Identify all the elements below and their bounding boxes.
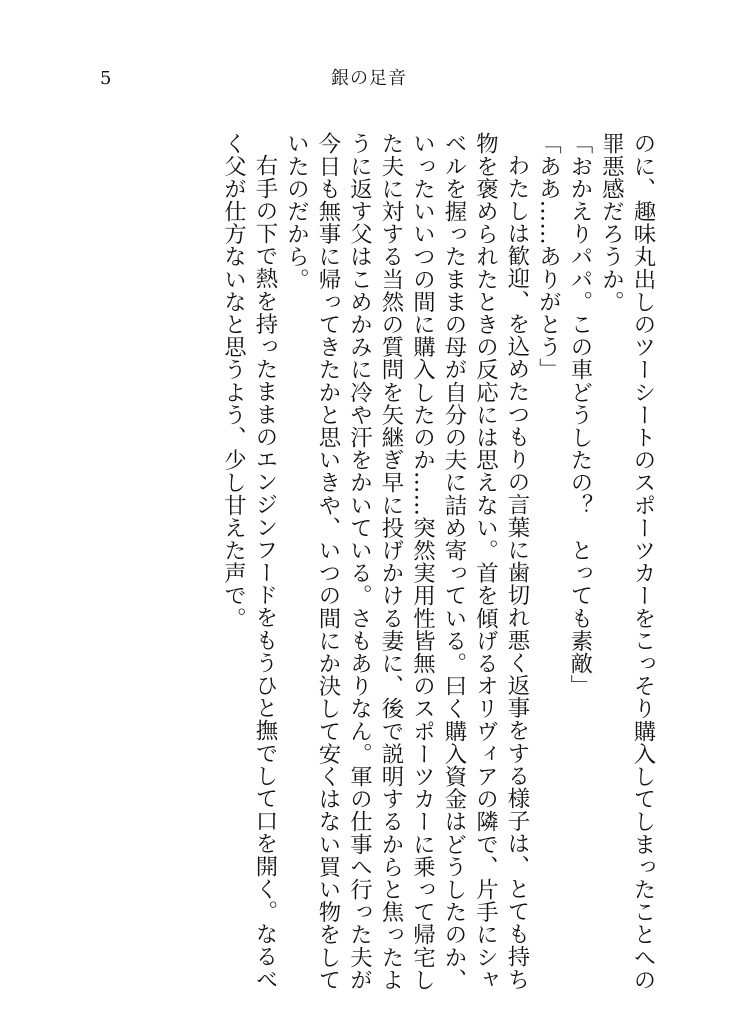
paragraph: わたしは歓迎、を込めたつもりの言葉に歯切れ悪く返事をする様子は、とても持ち物を褒められたときの反応には思えない。首を傾げるオリヴィアの隣で、片手にシャベルを握ったままの母が自分の夫に詰め寄っている。曰く購入資金はどうしたのか、いったいいつの間に購入したのか……突然実用性皆無のスポーツカーに乗って帰宅した夫に対する当然の質問を矢継ぎ早に投げかける妻に、後で説明するからと焦ったように返す父はこめかみに冷や汗をかいている。さもありなん。軍の仕事へ行った夫が今日も無事に帰ってきたかと思いきや、いつの間にか決して安くはない買い物をしていたのだから。 [283, 132, 530, 991]
dialogue-line: 「おかえりパパ。この車どうしたの？ とっても素敵」 [567, 132, 593, 697]
paragraph-continuation: のに、趣味丸出しのツーシートのスポーツカーをこっそり購入してしまったことへの罪悪感だろうか。 [598, 132, 656, 991]
paragraph: 右手の下で熱を持ったままのエンジンフードをもうひと撫でして口を開く。なるべく父が仕方ないなと思うよう、少し甘えた声で。 [220, 132, 278, 991]
dialogue-line: 「ああ……ありがとう」 [535, 132, 562, 381]
running-title: 銀の足音 [331, 68, 407, 89]
page-number: 5 [100, 68, 112, 89]
vertical-body-text [80, 132, 658, 1012]
